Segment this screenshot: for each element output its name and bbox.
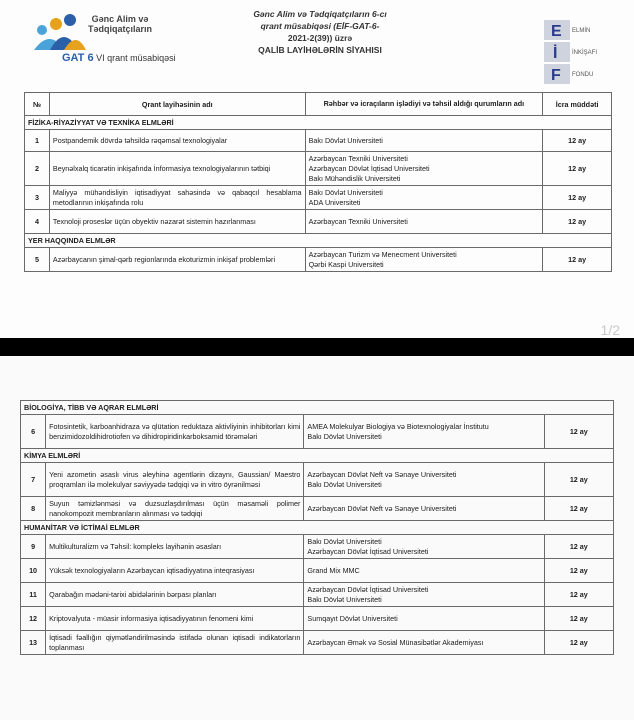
logo-gat-label: GAT 6 bbox=[62, 52, 94, 64]
eif-logo-graphic bbox=[540, 18, 610, 88]
section-row bbox=[21, 449, 614, 463]
section-title: BİOLOGİYA, TİBB VƏ AQRAR ELMLƏRİ bbox=[21, 401, 614, 415]
institution-name: Bakı Dövlət Universiteti bbox=[307, 479, 382, 489]
section-row bbox=[21, 401, 614, 415]
document-header bbox=[220, 8, 420, 56]
institution-name: ADA Universiteti bbox=[308, 197, 361, 207]
project-title: Yeni azometin əsaslı virus əleyhinə agentlərin dizaynı, Gaussian/ Maestro proqramları ilə molekulyar səviyyədə tədqiqi və in vitro öyrənilməsi bbox=[46, 463, 304, 497]
row-number: 10 bbox=[21, 559, 46, 583]
row-number: 2 bbox=[25, 152, 50, 186]
institution-name: Bakı Dövlət Universiteti bbox=[308, 187, 383, 197]
duration: 12 ay bbox=[544, 559, 613, 583]
table-body-page-1 bbox=[25, 116, 612, 272]
table-row bbox=[25, 186, 612, 210]
duration: 12 ay bbox=[544, 415, 613, 449]
document-page-2 bbox=[0, 356, 634, 720]
institution-name: Grand Mix MMC bbox=[307, 565, 360, 575]
institution-name: Azərbaycan Dövlət İqtisad Universiteti bbox=[307, 546, 429, 556]
institution-name: Azərbaycan Dövlət İqtisad Universiteti bbox=[308, 163, 430, 173]
table-header-row bbox=[25, 93, 612, 116]
page-indicator: 1/2 bbox=[600, 322, 620, 338]
row-number: 4 bbox=[25, 210, 50, 234]
row-number: 9 bbox=[21, 535, 46, 559]
eif-logo-letter: İ bbox=[553, 45, 558, 62]
institution-name: Azərbaycan Texniki Universiteti bbox=[308, 153, 408, 163]
table-row bbox=[25, 248, 612, 272]
project-title: Azərbaycanın şimal-qərb regionlarında ekoturizmin inkişaf problemləri bbox=[49, 248, 305, 272]
institution-name: Azərbaycan Turizm və Menecment Universiteti bbox=[308, 249, 457, 259]
eif-logo-letter: F bbox=[551, 67, 561, 84]
col-title: Qrant layihəsinin adı bbox=[49, 93, 305, 116]
row-number: 5 bbox=[25, 248, 50, 272]
table-row bbox=[21, 535, 614, 559]
table-row bbox=[21, 463, 614, 497]
institutions bbox=[305, 152, 543, 186]
header-line-4: QALİB LAYİHƏLƏRİN SİYAHISI bbox=[258, 45, 382, 55]
institution-name: Sumqayıt Dövlət Universiteti bbox=[307, 613, 398, 623]
logo-title: Gənc Alim və Tədqiqatçıların bbox=[87, 14, 152, 34]
project-title: Kriptovalyuta - müasir informasiya iqtisadiyyatının fenomeni kimi bbox=[46, 607, 304, 631]
project-title: Suyun təmizlənməsi və duzsuzlaşdırılması üçün məsaməli polimer nanokompozit membranların alınması və tədqiqi bbox=[46, 497, 304, 521]
institutions bbox=[305, 210, 543, 234]
section-row bbox=[21, 521, 614, 535]
institutions bbox=[304, 559, 544, 583]
project-title: Texnoloji proseslər üçün obyektiv nəzarət sistemin hazırlanması bbox=[49, 210, 305, 234]
duration: 12 ay bbox=[543, 248, 612, 272]
grant-table-page-2 bbox=[20, 400, 614, 655]
institutions bbox=[304, 631, 544, 655]
row-number: 13 bbox=[21, 631, 46, 655]
duration: 12 ay bbox=[543, 210, 612, 234]
table-row bbox=[21, 497, 614, 521]
project-title: Maliyyə mühəndisliyin iqtisadiyyat sahəsində və qabaqcıl hesablama metodlarının inkişafında rolu bbox=[49, 186, 305, 210]
table-row bbox=[25, 130, 612, 152]
institution-name: Bakı Dövlət Universiteti bbox=[307, 431, 382, 441]
project-title: Fotosintetik, karboanhidraza və qlütation reduktaza aktivliyinin inhibitorları kimi benzimidozoldihidrotiofen və dihidropiridinkarboksamid törəmələri bbox=[46, 415, 304, 449]
col-num: № bbox=[25, 93, 50, 116]
institution-name: Bakı Dövlət Universiteti bbox=[307, 594, 382, 604]
institution-name: Azərbaycan Dövlət Neft və Sənaye Universiteti bbox=[307, 503, 457, 513]
duration: 12 ay bbox=[544, 535, 613, 559]
section-title: HUMANİTAR VƏ İCTİMAİ ELMLƏR bbox=[21, 521, 614, 535]
table-row bbox=[21, 631, 614, 655]
document-page-1 bbox=[0, 0, 634, 338]
institution-name: Azərbaycan Dövlət İqtisad Universiteti bbox=[307, 584, 429, 594]
institution-name: Azərbaycan Dövlət Neft və Sənaye Universiteti bbox=[307, 469, 457, 479]
institutions bbox=[304, 497, 544, 521]
table-row bbox=[25, 152, 612, 186]
institutions bbox=[304, 583, 544, 607]
header-line-3: 2021-2(39)) üzrə bbox=[287, 33, 353, 43]
project-title: Beynəlxalq ticarətin inkişafında İnformasiya texnologiyalarının tətbiqi bbox=[49, 152, 305, 186]
institution-name: Azərbaycan Texniki Universiteti bbox=[308, 216, 408, 226]
institutions bbox=[305, 130, 543, 152]
row-number: 6 bbox=[21, 415, 46, 449]
institution-name: Bakı Dövlət Universiteti bbox=[307, 536, 382, 546]
institutions bbox=[305, 186, 543, 210]
duration: 12 ay bbox=[543, 152, 612, 186]
duration: 12 ay bbox=[544, 631, 613, 655]
page-divider bbox=[0, 338, 634, 356]
project-title: Yüksək texnologiyaların Azərbaycan iqtisadiyyatına inteqrasiyası bbox=[46, 559, 304, 583]
eif-logo-word: İNKİŞAFI bbox=[572, 50, 598, 56]
row-number: 8 bbox=[21, 497, 46, 521]
section-row bbox=[25, 234, 612, 248]
header-line-1: Gənc Alim və Tədqiqatçıların 6-cı bbox=[253, 9, 387, 19]
institution-name: Qərbi Kaspi Universiteti bbox=[308, 259, 384, 269]
table-row bbox=[21, 607, 614, 631]
header-line-2: qrant müsabiqəsi (EİF-GAT-6- bbox=[260, 21, 380, 31]
section-row bbox=[25, 116, 612, 130]
eif-fund-logo bbox=[540, 18, 610, 88]
duration: 12 ay bbox=[543, 186, 612, 210]
col-org: Rəhbər və icraçıların işlədiyi və təhsil aldığı qurumların adı bbox=[305, 93, 543, 116]
eif-logo-word: FONDU bbox=[572, 72, 594, 78]
institutions bbox=[305, 248, 543, 272]
institutions bbox=[304, 415, 544, 449]
logo-gat bbox=[62, 52, 176, 64]
table-body-page-2 bbox=[21, 401, 614, 655]
section-title: YER HAQQINDA ELMLƏR bbox=[25, 234, 612, 248]
institutions bbox=[304, 607, 544, 631]
duration: 12 ay bbox=[544, 607, 613, 631]
project-title: Postpandemik dövrdə təhsildə rəqəmsal texnologiyalar bbox=[49, 130, 305, 152]
project-title: Multikulturalizm və Təhsil: kompleks layihənin əsasları bbox=[46, 535, 304, 559]
table-row bbox=[21, 559, 614, 583]
section-title: FİZİKA-RİYAZİYYAT VƏ TEXNİKA ELMLƏRİ bbox=[25, 116, 612, 130]
project-title: İqtisadi fəallığın qiymətləndirilməsində istifadə olunan iqtisadi indikatorların toplanması bbox=[46, 631, 304, 655]
duration: 12 ay bbox=[543, 130, 612, 152]
institutions bbox=[304, 535, 544, 559]
project-title: Qarabağın mədəni-tarixi abidələrinin bərpası planları bbox=[46, 583, 304, 607]
eif-logo-word: ELMİN bbox=[572, 28, 591, 34]
institution-name: Azərbaycan Əmək və Sosial Münasibətlər Akademiyası bbox=[307, 637, 484, 647]
eif-logo-letter: E bbox=[551, 23, 562, 40]
row-number: 12 bbox=[21, 607, 46, 631]
table-row bbox=[25, 210, 612, 234]
duration: 12 ay bbox=[544, 497, 613, 521]
row-number: 7 bbox=[21, 463, 46, 497]
col-duration: İcra müddəti bbox=[543, 93, 612, 116]
row-number: 11 bbox=[21, 583, 46, 607]
institutions bbox=[304, 463, 544, 497]
duration: 12 ay bbox=[544, 583, 613, 607]
logo-subtitle: VI qrant müsabiqəsi bbox=[96, 53, 176, 63]
row-number: 3 bbox=[25, 186, 50, 210]
table-row bbox=[21, 583, 614, 607]
institution-name: AMEA Molekulyar Biologiya və Biotexnologiyalar İnstitutu bbox=[307, 421, 489, 431]
table-row bbox=[21, 415, 614, 449]
duration: 12 ay bbox=[544, 463, 613, 497]
institution-name: Bakı Mühəndislik Universiteti bbox=[308, 173, 401, 183]
grant-table-page-1 bbox=[24, 92, 612, 272]
row-number: 1 bbox=[25, 130, 50, 152]
section-title: KİMYA ELMLƏRİ bbox=[21, 449, 614, 463]
institution-name: Bakı Dövlət Universiteti bbox=[308, 135, 383, 145]
